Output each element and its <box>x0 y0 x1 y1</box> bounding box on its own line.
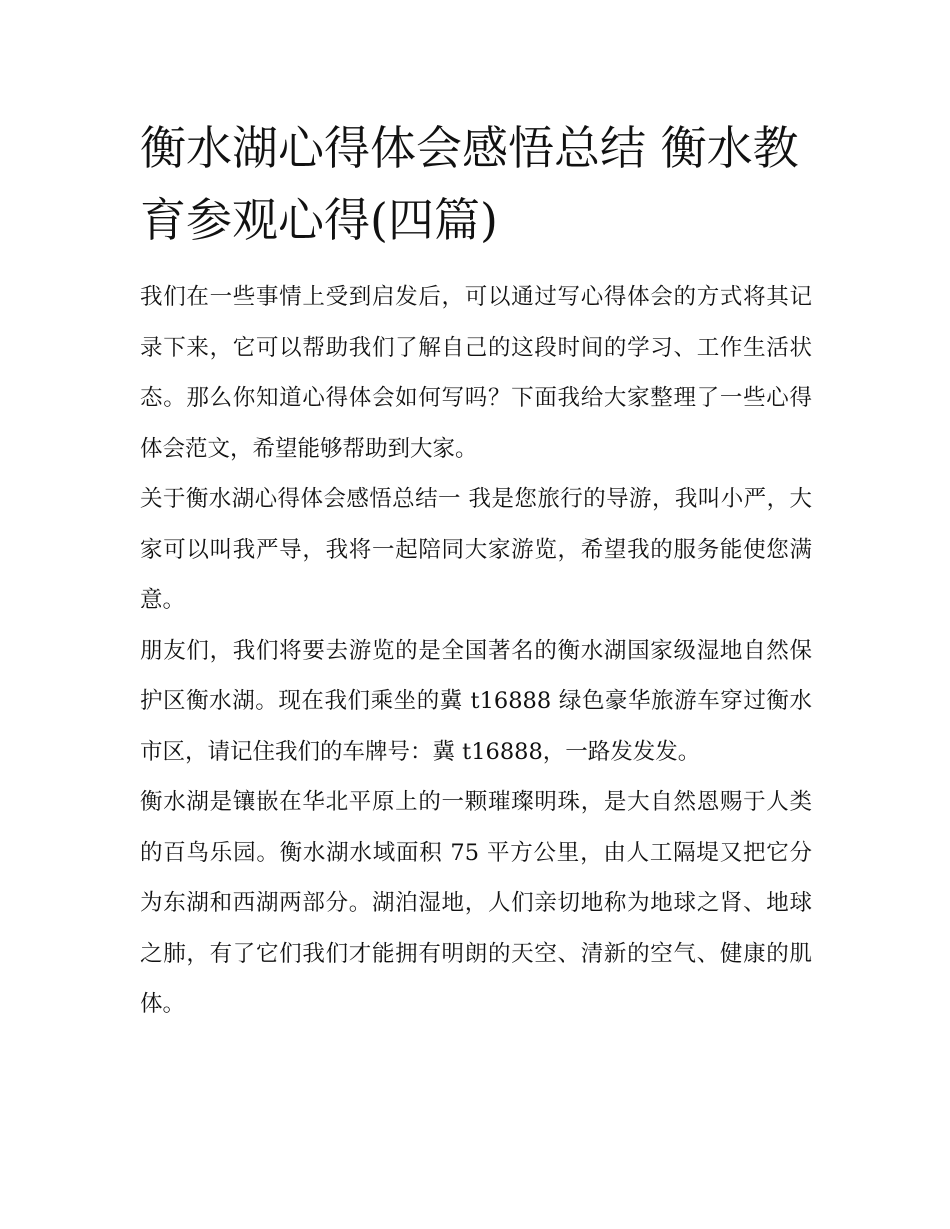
paragraph-intro: 我们在一些事情上受到启发后，可以通过写心得体会的方式将其记录下来，它可以帮助我们了解自己的这段时间的学习、工作生活状态。那么你知道心得体会如何写吗？下面我给大家整理了一些心得体会范文，希望能够帮助到大家。 <box>140 284 812 462</box>
document-page <box>140 112 812 1030</box>
paragraph-bus: 朋友们，我们将要去游览的是全国著名的衡水湖国家级湿地自然保护区衡水湖。现在我们乘坐的冀 t16888 绿色豪华旅游车穿过衡水市区，请记住我们的车牌号：冀 t16888，一路发发发。 <box>140 637 812 765</box>
document-title: 衡水湖心得体会感悟总结 衡水教育参观心得(四篇) <box>140 121 799 247</box>
paragraph-lake: 衡水湖是镶嵌在华北平原上的一颗璀璨明珠，是大自然恩赐于人类的百鸟乐园。衡水湖水域面积 75 平方公里，由人工隔堤又把它分为东湖和西湖两部分。湖泊湿地，人们亲切地称为地球之肾、地球之肺，有了它们我们才能拥有明朗的天空、清新的空气、健康的肌体。 <box>140 789 812 1017</box>
paragraph-guide-intro: 关于衡水湖心得体会感悟总结一 我是您旅行的导游，我叫小严，大家可以叫我严导，我将一起陪同大家游览，希望我的服务能使您满意。 <box>140 486 812 613</box>
